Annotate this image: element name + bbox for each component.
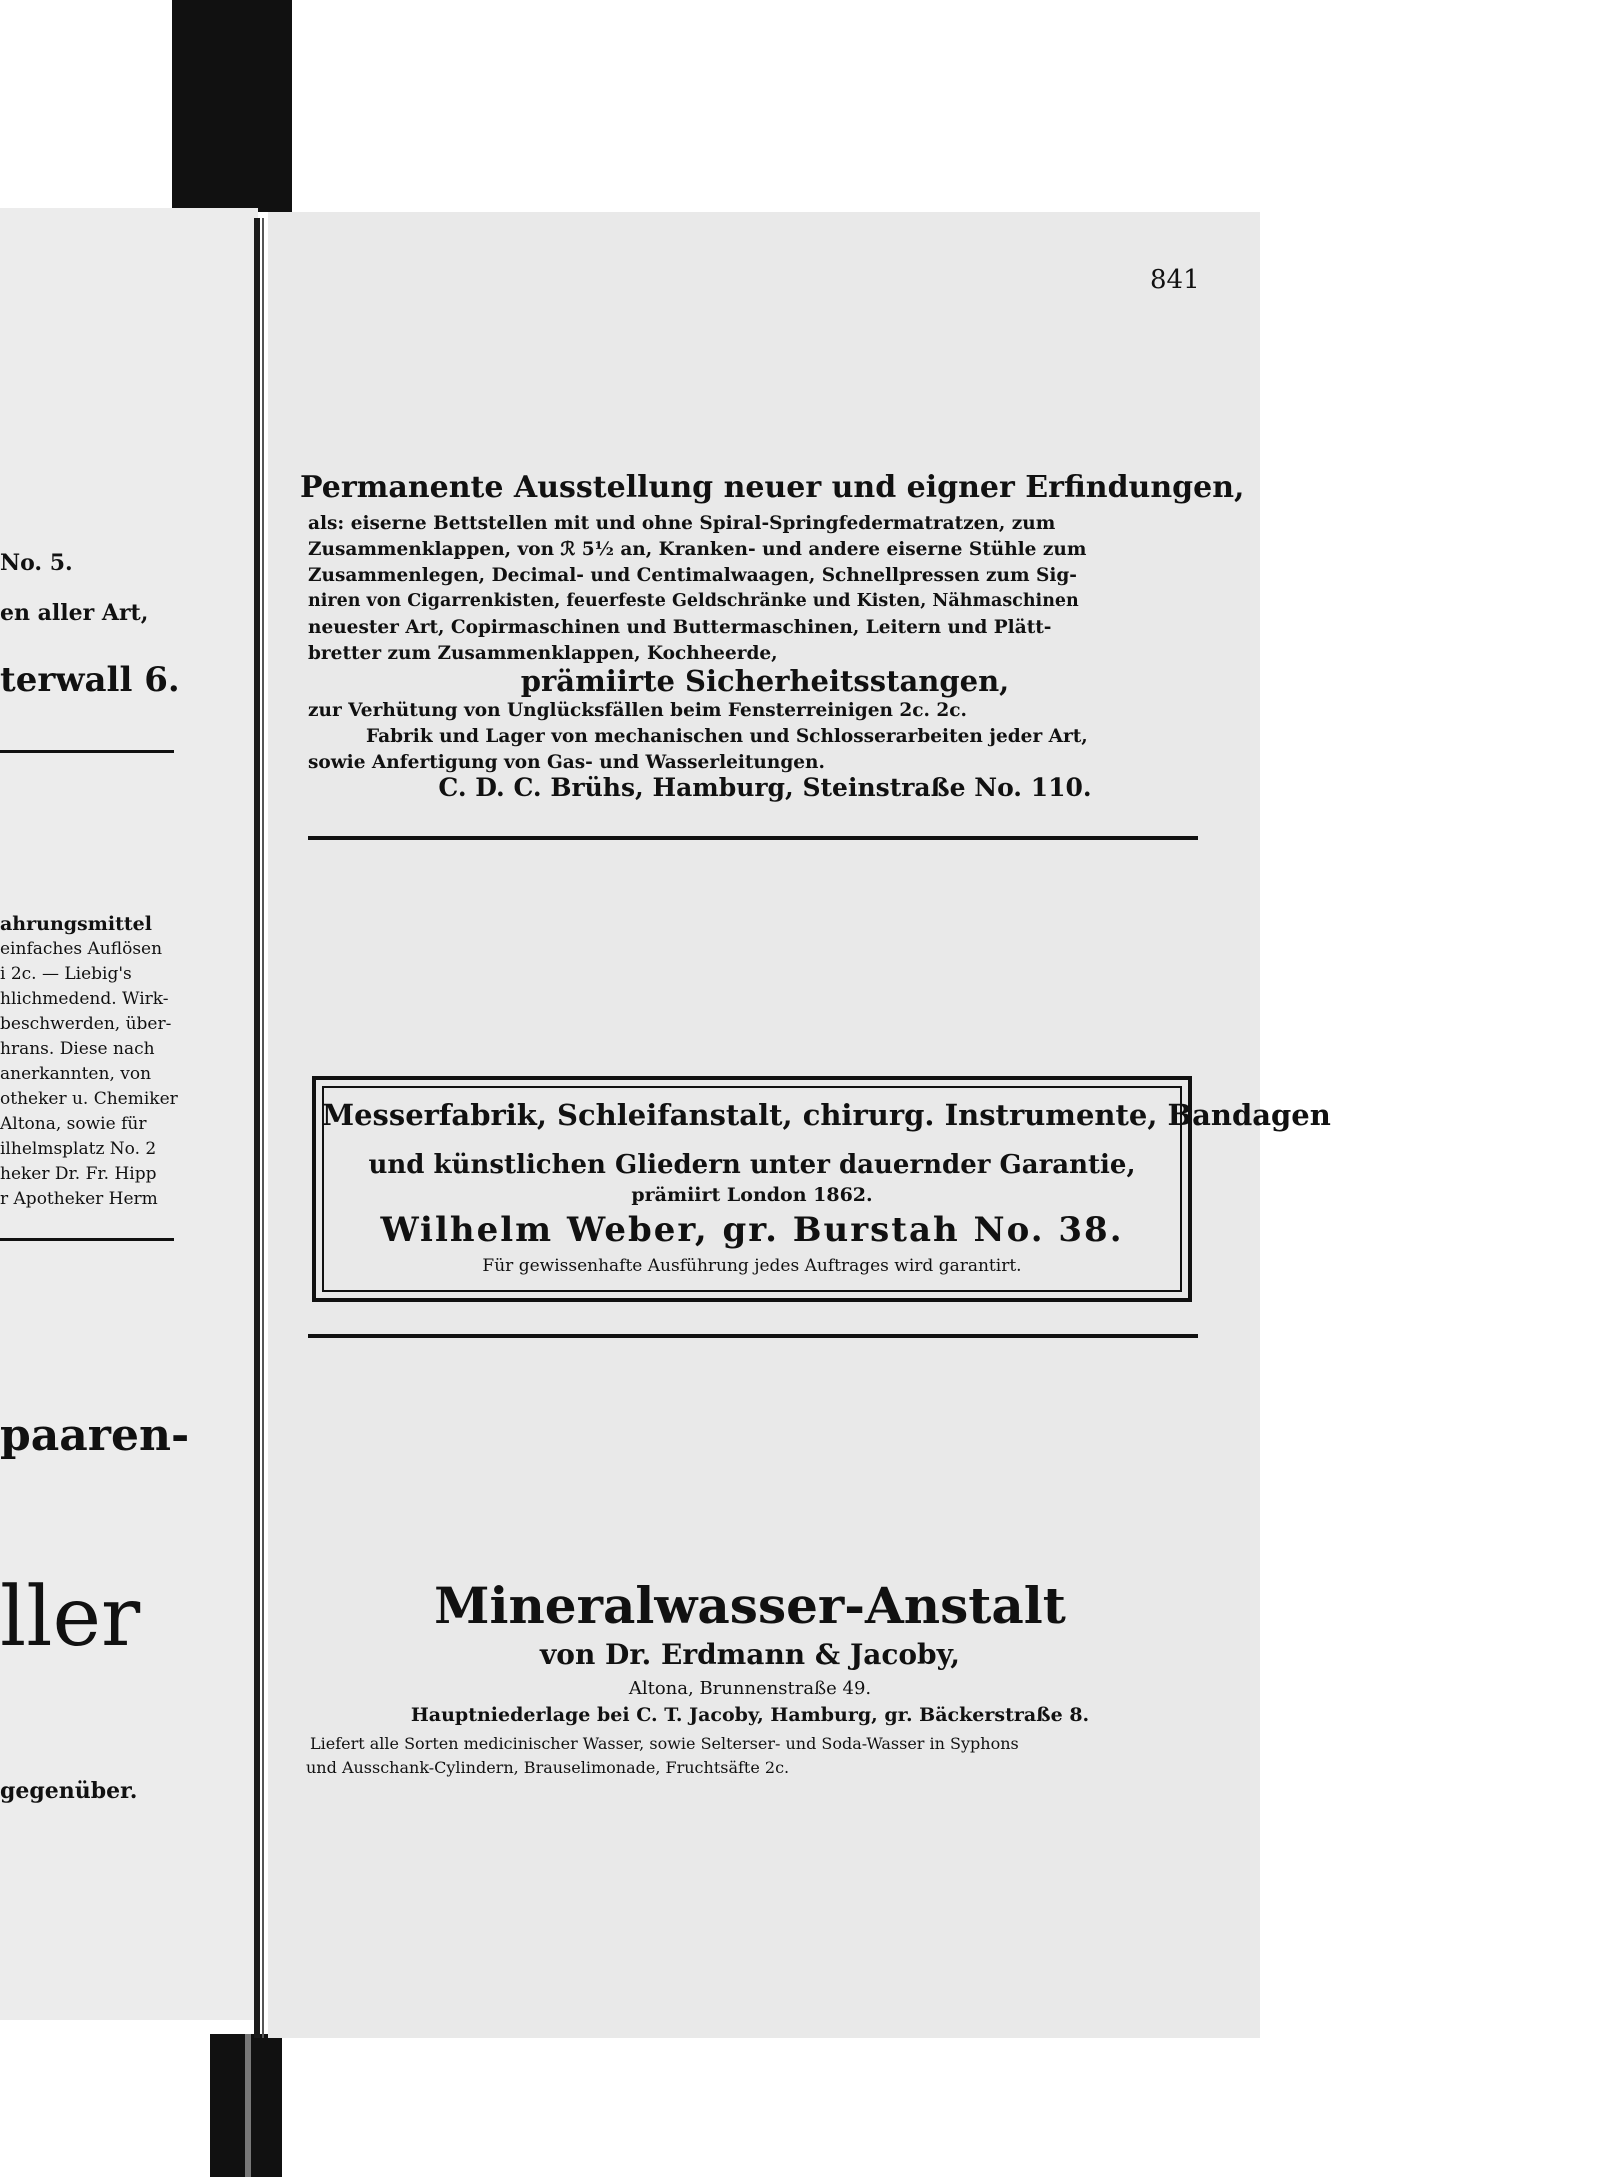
section-rule [308,1334,1198,1338]
left-line: gegenüber. [0,1778,138,1804]
left-line: anerkannten, von [0,1064,152,1084]
ad-line: und Ausschank-Cylindern, Brauselimonade, Fruchtsäfte 2c. [306,1758,790,1777]
left-line: ahrungsmittel [0,913,152,935]
page-gutter [254,218,260,2038]
ad-body-line: niren von Cigarrenkisten, feuerfeste Geldschränke und Kisten, Nähmaschinen [308,591,1079,611]
ad-signature: C. D. C. Brühs, Hamburg, Steinstraße No. 110. [438,773,1092,802]
left-line: hrans. Diese nach [0,1039,155,1059]
left-line: beschwerden, über- [0,1014,172,1034]
left-rule [0,1238,174,1241]
ad-title: Permanente Ausstellung neuer und eigner Erfindungen, [300,470,1245,505]
left-line: einfaches Auflösen [0,939,163,959]
left-line: otheker u. Chemiker [0,1089,178,1109]
ad-title: Messerfabrik, Schleifanstalt, chirurg. Instrumente, Bandagen [322,1098,1331,1132]
left-line: terwall 6. [0,660,180,700]
left-line: heker Dr. Fr. Hipp [0,1164,157,1184]
left-line: paaren- [0,1410,190,1461]
left-line: ilhelmsplatz No. 2 [0,1139,157,1159]
ad-line: prämiirt London 1862. [631,1184,873,1206]
page-gutter-shadow [262,218,264,2038]
left-line: Altona, sowie für [0,1114,147,1134]
section-rule [308,836,1198,840]
left-line: i 2c. — Liebig's [0,964,132,984]
top-binding-strip [172,0,292,212]
ad-title: Mineralwasser-Anstalt [434,1576,1066,1635]
ad-line: Liefert alle Sorten medicinischer Wasser, sowie Selterser- und Soda-Wasser in Syphons [310,1734,1019,1753]
ad-body-line: Zusammenlegen, Decimal- und Centimalwaagen, Schnellpressen zum Sig- [308,565,1077,586]
page-number: 841 [1150,265,1200,295]
ad-name: Wilhelm Weber, gr. Burstah No. 38. [380,1210,1124,1250]
left-rule [0,750,174,753]
ad-body-line: sowie Anfertigung von Gas- und Wasserleitungen. [308,752,825,773]
ad-body-line: zur Verhütung von Unglücksfällen beim Fensterreinigen 2c. 2c. [308,700,967,721]
ad-body-line: Fabrik und Lager von mechanischen und Schlosserarbeiten jeder Art, [366,726,1088,747]
ad-body-line: neuester Art, Copirmaschinen und Buttermaschinen, Leitern und Plätt- [308,617,1052,638]
bottom-binding-strip-edge [245,2034,251,2177]
ad-line: und künstlichen Gliedern unter dauernder Garantie, [368,1150,1136,1180]
ad-highlight: prämiirte Sicherheitsstangen, [520,664,1010,698]
ad-body-line: Zusammenklappen, von ℛ 5½ an, Kranken- und andere eiserne Stühle zum [308,539,1087,560]
ad-body-line: bretter zum Zusammenklappen, Kochheerde, [308,643,778,664]
ad-body-line: als: eiserne Bettstellen mit und ohne Spiral-Springfedermatratzen, zum [308,513,1056,534]
left-line: hlichmedend. Wirk- [0,989,169,1009]
left-line: r Apotheker Herm [0,1189,158,1209]
left-line: en aller Art, [0,600,149,626]
ad-line: Hauptniederlage bei C. T. Jacoby, Hamburg, gr. Bäckerstraße 8. [410,1704,1090,1726]
left-line: No. 5. [0,550,73,576]
ad-note: Für gewissenhafte Ausführung jedes Auftrages wird garantirt. [482,1256,1022,1276]
ad-line: Altona, Brunnenstraße 49. [628,1678,872,1699]
left-line: ller [0,1570,141,1665]
ad-line: von Dr. Erdmann & Jacoby, [540,1638,960,1671]
